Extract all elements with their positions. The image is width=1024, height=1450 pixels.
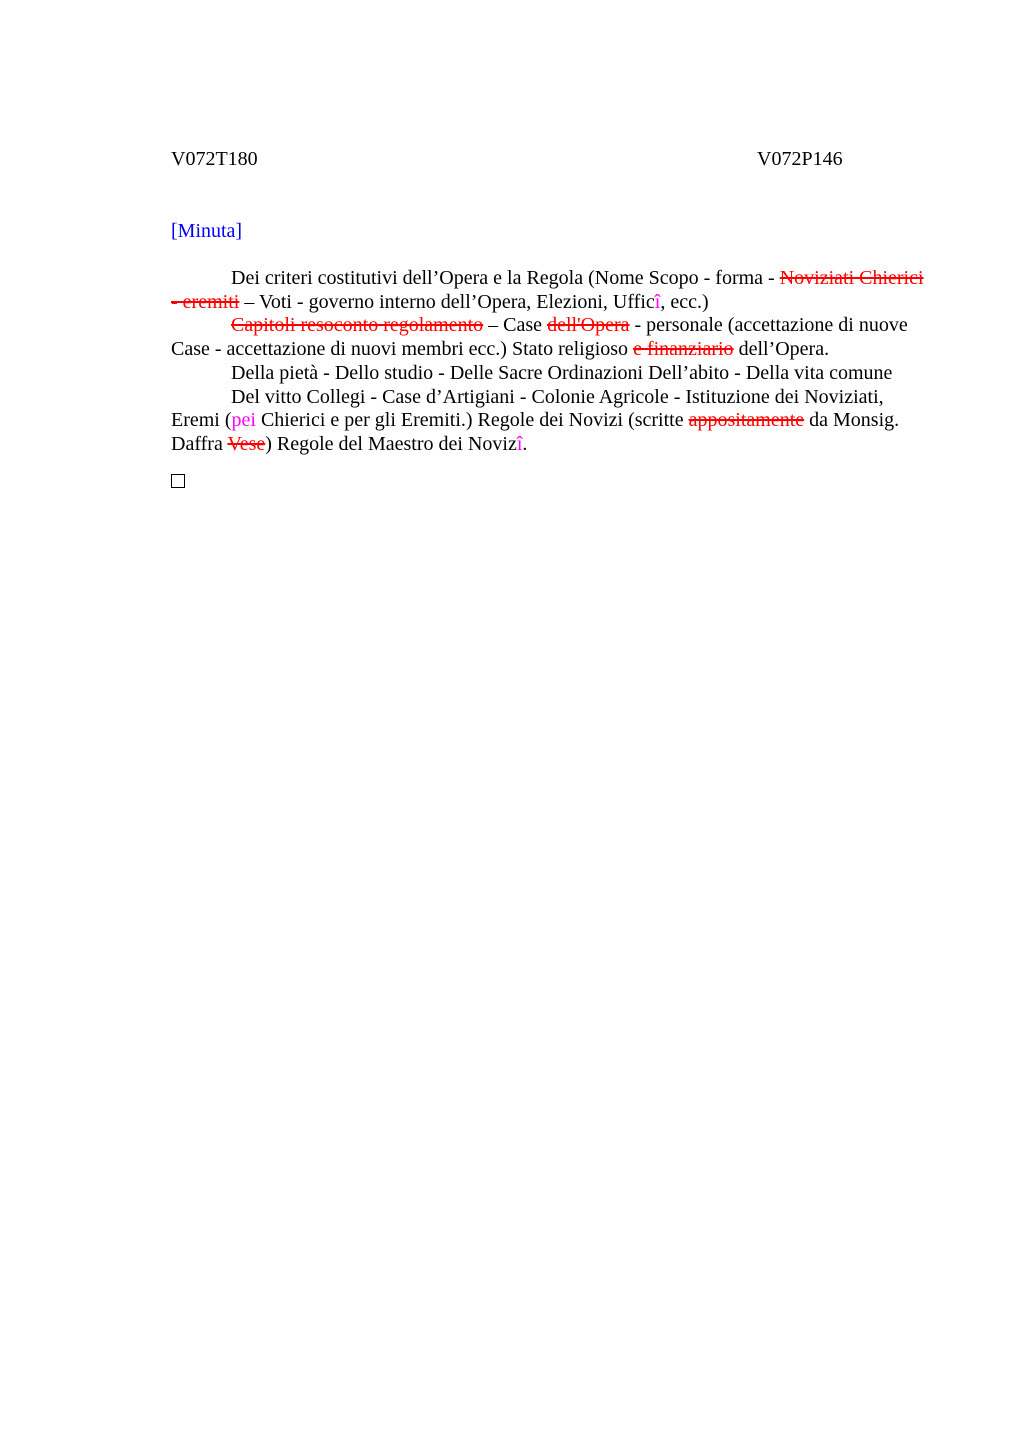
- text-segment: Dei criteri costitutivi dell’Opera e la Regola (Nome Scopo - forma -: [231, 267, 780, 289]
- text-segment: .: [522, 432, 528, 455]
- document-header: [171, 146, 931, 172]
- paragraph: [171, 362, 931, 386]
- empty-square-icon: [171, 474, 185, 488]
- text-segment: Chierici e per gli Eremiti.) Regole dei Novizi (scritte: [255, 409, 689, 432]
- text-segment: da Monsig. Daffra: [171, 409, 900, 455]
- text-segment: Del vitto Collegi - Case d’Artigiani - Colonie Agricole - Istituzione dei Noviziati, Eremi (: [171, 385, 884, 432]
- text-segment: , ecc.): [660, 290, 709, 313]
- paragraph: [171, 386, 931, 457]
- document-body: [171, 267, 931, 457]
- deleted-text: Noviziati Chierici - eremiti: [171, 267, 924, 313]
- deleted-text: Capitoli resoconto regolamento: [231, 314, 484, 337]
- deleted-text: appositamente: [688, 409, 805, 432]
- text-segment: ) Regole del Maestro dei Noviz: [265, 432, 517, 455]
- paragraph: [171, 314, 931, 361]
- document-page: [171, 146, 931, 488]
- text-segment: - personale (accettazione di nuove Case - accettazione di nuovi membri ecc.) Stato religioso: [171, 314, 908, 361]
- deleted-text: e finanziario: [633, 338, 734, 361]
- text-segment: – Voti - governo interno dell’Opera, Elezioni, Uffic: [239, 290, 655, 313]
- deleted-text: dell'Opera: [547, 314, 630, 337]
- text-segment: – Case: [483, 314, 548, 337]
- inserted-text: pei: [231, 409, 256, 432]
- document-code-left: V072T180: [171, 148, 258, 170]
- deleted-text: Vese: [227, 432, 266, 455]
- inserted-text: î: [516, 432, 523, 455]
- minuta-label: [Minuta]: [171, 220, 243, 242]
- inserted-text: î: [654, 290, 661, 313]
- text-segment: Della pietà - Dello studio - Delle Sacre Ordinazioni Dell’abito - Della vita comune: [231, 361, 893, 384]
- text-segment: dell’Opera.: [733, 338, 830, 361]
- document-code-right: V072P146: [757, 148, 843, 170]
- paragraph: [171, 267, 931, 314]
